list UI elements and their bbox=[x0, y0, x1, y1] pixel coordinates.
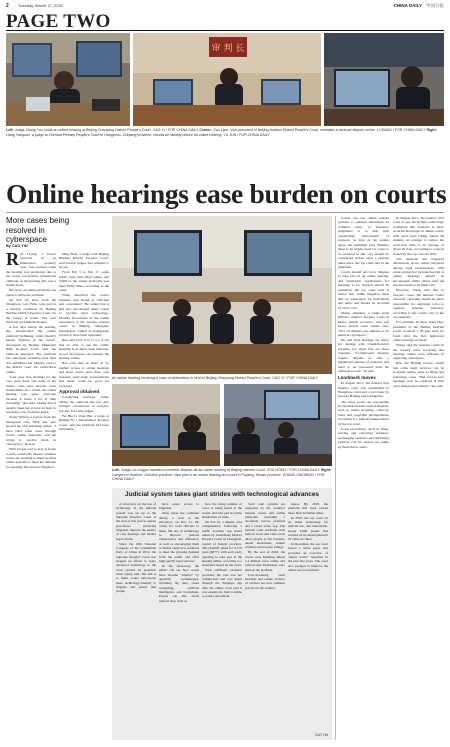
caption-bottom-right-label: Right: bbox=[320, 468, 332, 472]
caption-left-label: Left: bbox=[6, 128, 14, 132]
caption-center-credit: LI XIANG / FOR CHINA DAILY bbox=[376, 128, 426, 132]
article-column-1 bbox=[6, 252, 56, 740]
page-header bbox=[6, 3, 444, 32]
mid-photo-caption bbox=[112, 376, 332, 382]
caption-right-text: Liang Yanquan, a judge at Zhenhai Primary People's Court in Hangzhou, Zhejiang province, checks an identity before an online hearing. bbox=[6, 132, 223, 137]
sidebar-credit: CAO YIN bbox=[314, 733, 328, 737]
col6-paragraph: The outbreak has triggered discussions about online litigation among legal professionals, with some saying that include the trial of online hearings should be encouraged, while others said the process needs to be improved. bbox=[393, 256, 444, 288]
top-photo-caption bbox=[6, 128, 444, 174]
photo-judge-online-hearing bbox=[6, 33, 130, 126]
header-rule bbox=[6, 30, 444, 31]
col5-paragraph: He said such hearings are better for dealing with straightforward lawsuits, not those that are more complex. "Complicated disputes require litigants to offer a significant amount of evidence and need to be processed until the outbreak is over," he said. bbox=[338, 338, 389, 374]
photo-internet-court-hearing bbox=[112, 384, 220, 466]
sidebar-paragraph: Such court systems are supported by the country's internet courts and online platforms including a document service platform and a cloud video app. The internet court platforms with built-in voice and video tools allow people to file lawsuits, attend mediations, submit evidence and receive rulings. bbox=[245, 502, 285, 550]
sidebar-paragraph: Since the 18th National Congress of the Communist Party of China in 2012, the Supreme People's Court has stepped up efforts to apply advanced technology to the court system, its president Zhou Qiang said. The aim is to make courts nationwide more technology-friendly to litigants and ensure that people bbox=[116, 541, 156, 594]
photo-judge-identity-check bbox=[324, 33, 444, 126]
sidebar-paragraph: issues. By 2018, the platform had been visited more than 32 billion times. bbox=[288, 502, 328, 515]
col6-paragraph: However, Wang said that in lawyers' cases, the internet courts currently operating should be more responsible for exploring ways to regulate internet behavior, according to the courts' role as the top authority. bbox=[393, 288, 444, 320]
caption-right-label: Right: bbox=[426, 128, 437, 132]
article-column-5 bbox=[338, 216, 389, 740]
sidebar-column-2 bbox=[159, 502, 199, 736]
column-divider bbox=[335, 216, 336, 740]
col2-paragraph: Ding Yuan, a judge with Beijing Haidian District People's Court, said several judges had adapted to its use. bbox=[59, 252, 109, 270]
col2-paragraph: From Feb 3 to Feb 17, some 6,812 cases were filed online, and 3,069 of the online platforms was used 6,869 times, according to the court. bbox=[59, 270, 109, 293]
caption-left-credit: CAO YI / FOR CHINA DAILY bbox=[152, 128, 199, 132]
headline-rule bbox=[6, 212, 444, 213]
col5-paragraph: Courts should not force litigants to take part in an online hearing, and legislation applications for hearings to be delayed should be permitted, the top court said. It added that online litigation must still be supervised by individuals and units, and should be recorded by each court. bbox=[338, 270, 389, 310]
sidebar-paragraph: In the laboratory, the public can see how courts have become "smarter" by applying technologies, including big data, cloud computing, artificial intelligence and blockchain. People can also check judicial data, such as bbox=[159, 563, 199, 603]
subhead-landmark-moves: Landmark moves bbox=[338, 374, 376, 380]
caption-bottom-left-credit: ZOU HONG / FOR CHINA DAILY bbox=[266, 468, 320, 472]
svg-text:审 判 长: 审 判 长 bbox=[211, 44, 245, 54]
main-headline: Online hearings ease burden on courts bbox=[6, 178, 447, 209]
col6-paragraph: Ren, the Beijing lawyer, added that some legal services can be accessed online, such as filing and following cases. "But face-to-face hearings can't be replaced if they carry important evidence," she said. bbox=[393, 361, 444, 388]
col1-paragraph: However, an online platform was quick to solve the problem. bbox=[6, 288, 56, 297]
dropcap: R bbox=[6, 252, 19, 269]
photo-lawyers-online-hearing bbox=[224, 384, 332, 466]
mid-caption-text: An online hearing involving a case of defamation is held at Beijing Chaoyang District People's Court. bbox=[112, 376, 272, 380]
col5-paragraph: In August 2017, the nation's first internet court was established in Hangzhou, followed a year later by those in Beijing and Guangzhou. bbox=[338, 381, 389, 399]
story-deck: More cases being resolved in cyberspace bbox=[6, 216, 70, 244]
photo-online-defamation-hearing bbox=[112, 216, 332, 374]
dateline: Tuesday, March 17, 2020 bbox=[18, 3, 63, 8]
article-column-2 bbox=[59, 252, 109, 740]
caption-center-text: Guo Lijun, vice-president of Beijing Haidian District People's Court, mediates a contract dispute online. bbox=[213, 128, 376, 132]
publication-name-chinese: 中国日报 bbox=[426, 3, 444, 8]
caption-bottom-left-text: Judge Liu Lingjun handles a contract dispute via an online hearing at Beijing Internet Court. bbox=[120, 468, 266, 472]
sidebar-paragraph: In December, the top court issued a white paper that provided an overview of "smart courts" launched in the past five years. The court also pledged to improve the online service platform. bbox=[288, 542, 328, 573]
sidebar-title: Judicial system takes giant strides with technological advances bbox=[125, 491, 319, 498]
byline: By CAO YIN bbox=[6, 244, 28, 248]
caption-center-label: Center: bbox=[199, 128, 212, 132]
page-number: 2 bbox=[6, 3, 9, 9]
col5-paragraph: Courts can use online remote systems to question defendants, in criminal cases, to announce judgments or to deal with outstanding enforcement of property, as long as the parties agree, the guideline said. Whether there is an urgent need for cases to be resolved in this way should be considered before such a hearing takes place, the top court said in the guideline. bbox=[338, 216, 389, 269]
col5-paragraph: Legal procedures, such as filing, serving and collecting evidence, exchanging evidence and delivering verdicts, can be carried out online by these three courts. bbox=[338, 426, 389, 449]
article-column-6 bbox=[393, 216, 444, 740]
sidebar-column-4 bbox=[245, 502, 285, 736]
col2-paragraph: Fei Bin Li Zuze Bin, a judge at Beijing No 1 Intermediate People's Court, said the platform had been invaluable. bbox=[59, 413, 109, 432]
sidebar-paragraph: Zhou made the comment during a visit to the laboratory on Dec 31. He called for court officials to make full use of technology to improve judicial transparency and efficiency, as well as encouraging them to further study new solutions to meet the growing demand from the public and offer high-quality legal services. bbox=[159, 511, 199, 563]
col5-paragraph: The three courts are responsible for hearing internet-related disputes, such as online shopping contracts, loans and copyright infringements, according to a judicial interpretation by the top court. bbox=[338, 399, 389, 426]
sidebar-paragraph: how the rising number of cases is being heard at the courts, and take part in online simulations of trials. bbox=[202, 502, 242, 520]
sidebar-paragraph: Live-streaming court hearings and online reviews of verdicts are now common practice in the country. bbox=[245, 572, 285, 590]
sidebar-paragraph: By the end of 2018, the courts were handling almost 1.4 million cases online and video-based mediations were held on the platform. bbox=[245, 550, 285, 572]
col1-paragraph: en Liying, a lawyer involved in an intellectual property case, was worried when the hearing was postponed due to the novel coronavirus pneumonia outbreak, as the hearing date was a month away. bbox=[6, 252, 56, 288]
sidebar-box bbox=[112, 488, 332, 740]
sidebar-column-5 bbox=[288, 502, 328, 724]
col2-paragraph: Conducting hearings online during the outbreak has not only brought convenience to lawyers, but also for some judges. bbox=[59, 395, 109, 413]
page-title: PAGE TWO bbox=[6, 11, 111, 32]
sidebar-column-1 bbox=[116, 502, 156, 736]
sidebar-paragraph: A laboratory on the use of technology in the judicial system was set up at the Supreme People's Court at the start of this year to update procedures involving litigation, improve the quality of case hearings and further legal reform. bbox=[116, 502, 156, 541]
caption-bottom-right-credit: ZHANG XIAOBING / FOR CHINA DAILY bbox=[112, 472, 325, 482]
col2-paragraph: Ren said he'd love to try it out and be able to use the online hearings to do more work remotely, as not all lawyers can manage the hearing online. bbox=[59, 338, 109, 361]
col1-paragraph: With people told to stay at home to help contain the disease, Chinese courts are working to improve their online systems to meet the demand for hearings that involve litigation. bbox=[6, 447, 56, 469]
col6-paragraph: Zhang said the internet courts in the country were accepting that hearings online were effective in regulating cyberspace. bbox=[393, 343, 444, 361]
col2-paragraph: Ren said that as there is no unified access to online hearings and most courts have their own systems, early-stage developments like these could be good for everyone. bbox=[59, 361, 109, 388]
sidebar-column-3 bbox=[202, 502, 242, 736]
sidebar-paragraph: With sufficient evidence provided, the case was not complicated and was heard through the Yunjiayu app after the online court said it was essential to hold it online to reduce movement. bbox=[202, 568, 242, 599]
col1-paragraph: A few days before the hearing, she downloaded the online platform WeiSheng, which literally means "hearing in the cloud", developed by Beijing Municipal High People's Court after the outbreak emerged. The platform has undergone technical tests. Ren also submitted her identity card to the district court for verification online. bbox=[6, 325, 56, 374]
sidebar-paragraph: In 2018, the top court set up smart technology for judicial use, and nationwide, nearly 9,000 people had worked on its development in 50 cities in China. bbox=[288, 515, 328, 542]
col6-paragraph: In August 2017, the nation's first court to use blockchain technology confirmed that evidence is more accurate than paper in online courts, with such tools taking almost 60 minutes on average to reduce the court-trial time to an average of about 20 days, according to a report issued by the top court in 2019. bbox=[393, 216, 444, 256]
caption-bottom-right-text: Lawyers in Bozhou, Guizhou province, take part in an online hearing at a court in Puyang, Henan province. bbox=[112, 472, 282, 477]
bottom-photo-caption bbox=[112, 468, 332, 484]
col6-paragraph: For example, in June, Jiang Hao, president of the Beijing Internet Court, received a 20-year term for fraud after the first high-level online hearing was held. bbox=[393, 320, 444, 343]
col5-paragraph: Zhang Jingshen, a judge from Haichao District People's Court in Hefei, Anhui province, who has heard several cases online, said, "Not all disputes are suitable to be heard in cyberspace." bbox=[338, 310, 389, 337]
subhead-approval-obtained: Approval obtained bbox=[59, 388, 100, 394]
photo-mediation-session bbox=[133, 33, 321, 126]
col2-paragraph: Wang described the court's business case model as "efficient and convenient". He added that it had also encouraged many courts to become more technology-friendly. Procedures for the online experience at the nation's busiest courts in Beijing, Shanghai, Guangzhou, capital of Guangdong province, have been upgraded. bbox=[59, 293, 109, 338]
col1-paragraph: "Last year, five hearings for the case were held, and none of the earlier ones had already been rescheduled. As a result, the online hearing was quite welcome because it saves a lot of time travelling," she said, adding that it usually takes her at least an hour to reach the court from her home. bbox=[6, 374, 56, 415]
caption-right-credit: YU JUN / FOR CHINA DAILY bbox=[223, 132, 270, 137]
caption-bottom-left-label: Left: bbox=[112, 468, 120, 472]
publication-name: CHINA DAILY bbox=[393, 3, 422, 8]
col1-paragraph: Wang Weiwei, a lawyer from the Zhengwen Law Firm, has also moved his case handling online. "I have filed some cases through courts' online platforms, and am trying to resolve them in cyberspace," he said. bbox=[6, 415, 56, 446]
col1-paragraph: On Feb 20, Ren, from the Zhongwen Law Firm, took part in a hearing organized by Beijing Haidian District People's Court via her laptop at home. The case involved a trademark dispute. bbox=[6, 297, 56, 324]
sidebar-paragraph: On Feb 16, a dispute over compensation following a traffic accident was heard online by Guancheng District People's Court in Dongguan, capital of Jiangxi province. The plaintiff asked for 6,170 yuan ($877), with each party agreeing to take part in the hearing online, according to a statement issued by the court. bbox=[202, 519, 242, 568]
sidebar-paragraph: have easier access to litigation. bbox=[159, 502, 199, 511]
caption-left-text: Judge Zhang Yun holds an online hearing at Beijing Chaoyang District People's Court. bbox=[14, 128, 152, 132]
mid-caption-credit: CAO YI / FOR CHINA DAILY bbox=[272, 376, 319, 380]
